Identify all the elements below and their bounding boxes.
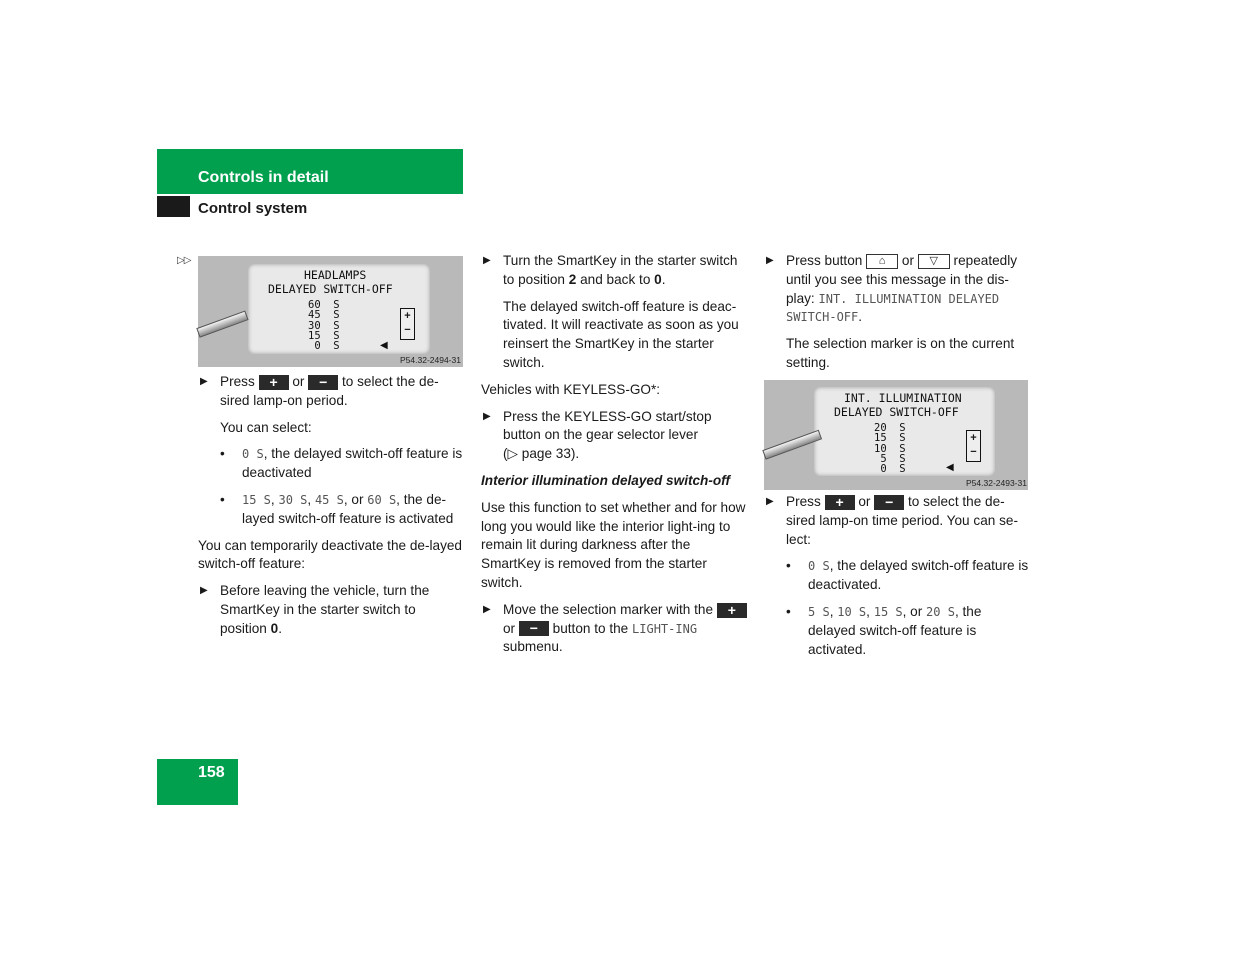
- keyless-go-text: Vehicles with KEYLESS-GO*:: [481, 381, 661, 397]
- section-title: Controls in detail: [198, 169, 329, 186]
- continued-marker: ▷▷: [177, 255, 191, 266]
- you-can-select: You can select:: [220, 419, 312, 435]
- bullet-arrow-icon: ▶: [766, 496, 774, 507]
- selection-marker-icon: ◀: [946, 462, 954, 473]
- lcd-line2: DELAYED SWITCH-OFF: [834, 405, 959, 419]
- lcd-values: 60 S 45 S 30 S 15 S 0 S: [308, 299, 340, 353]
- column-3-lower: ▶ Press + or − to select the de-sired lamp-on time period. You can se-lect: • 0 S, the delayed switch-off feature is deactivated. • 5 S, 10 S, 15 S, or 20 S, the delayed switch-off feature is activated.: [766, 493, 1029, 657]
- lcd-line1: INT. ILLUMINATION: [844, 391, 962, 405]
- minus-key-icon: −: [519, 621, 549, 636]
- deactivated-text: The delayed switch-off feature is deac-tivated. It will reactivate as soon as you reinsert the SmartKey in the starter switch.: [503, 298, 739, 370]
- page-reference[interactable]: (▷ page 33).: [503, 446, 580, 462]
- marker-text: The selection marker is on the current setting.: [786, 336, 1015, 370]
- figure-code: P54.32-2493-31: [966, 478, 1027, 488]
- temp-deactivate-text: You can temporarily deactivate the de-layed switch-off feature:: [198, 537, 462, 572]
- use-function-text: Use this function to set whether and for how long you would like the interior light-ing to remain lit during darkness after the SmartKey is removed from the starter switch.: [481, 499, 746, 590]
- column-2: ▶ Turn the SmartKey in the starter switch to position 2 and back to 0. The delayed switch-off feature is deac-tivated. It will reactivate as soon as you reinsert the SmartKey in the starter switch. Vehicles with KEYLESS-GO*: ▶ Press the KEYLESS-GO start/stop button on the gear selector lever (▷ page 33). Interior illumination delayed switch-off Use this function to set whether and for how long you would like the interior light-ing to remain lit during darkness after the SmartKey is removed from the starter switch. ▶ Move the selection marker with the + or − button to the LIGHT-ING submenu.: [481, 253, 746, 655]
- plus-key-icon: +: [717, 603, 747, 618]
- lcd-values: 20 S 15 S 10 S 5 S 0 S: [874, 422, 906, 476]
- plus-key-icon: +: [825, 495, 855, 510]
- column-3: ▶ Press button ⌂ or ▽ repeatedly until you see this message in the dis-play: INT. ILLUMINATION DELAYED SWITCH-OFF. The selection marker is on the current setting.: [764, 252, 1032, 381]
- selection-marker-icon: ◀: [380, 340, 388, 351]
- bullet-arrow-icon: ▶: [483, 255, 491, 266]
- up-key-icon: ⌂: [866, 254, 898, 269]
- column-1: ▶ Press + or − to select the de-sired lamp-on period. You can select: • 0 S, the delayed switch-off feature is deactivated • 15 S, 30 S, 45 S, or 60 S, the de-layed switch-off feature is activated You can temporarily deactivate the de-layed switch-off feature: ▶ Before leaving the vehicle, turn the SmartKey in the starter switch to position 0.: [198, 373, 466, 647]
- subsection-marker: [157, 196, 190, 217]
- plus-minus-indicator: + −: [400, 308, 415, 340]
- plus-minus-indicator: + −: [966, 430, 981, 462]
- bullet-arrow-icon: ▶: [200, 376, 208, 387]
- bullet-arrow-icon: ▶: [766, 255, 774, 266]
- stylus-icon: [196, 311, 248, 338]
- lcd-line1: HEADLAMPS: [304, 268, 367, 282]
- subsection-title: Control system: [198, 200, 308, 217]
- plus-key-icon: +: [259, 375, 289, 390]
- minus-key-icon: −: [308, 375, 338, 390]
- figure-headlamps-display: [198, 256, 463, 367]
- bullet-arrow-icon: ▶: [483, 603, 491, 615]
- lcd-line2: DELAYED SWITCH-OFF: [268, 282, 393, 296]
- minus-key-icon: −: [874, 495, 904, 510]
- page-number: 158: [198, 764, 225, 781]
- figure-code: P54.32-2494-31: [400, 355, 461, 365]
- figure-interior-display: [764, 380, 1028, 490]
- section-heading: Interior illumination delayed switch-off: [481, 472, 730, 488]
- down-key-icon: ▽: [918, 254, 950, 269]
- bullet-arrow-icon: ▶: [483, 410, 491, 422]
- bullet-arrow-icon: ▶: [200, 585, 208, 597]
